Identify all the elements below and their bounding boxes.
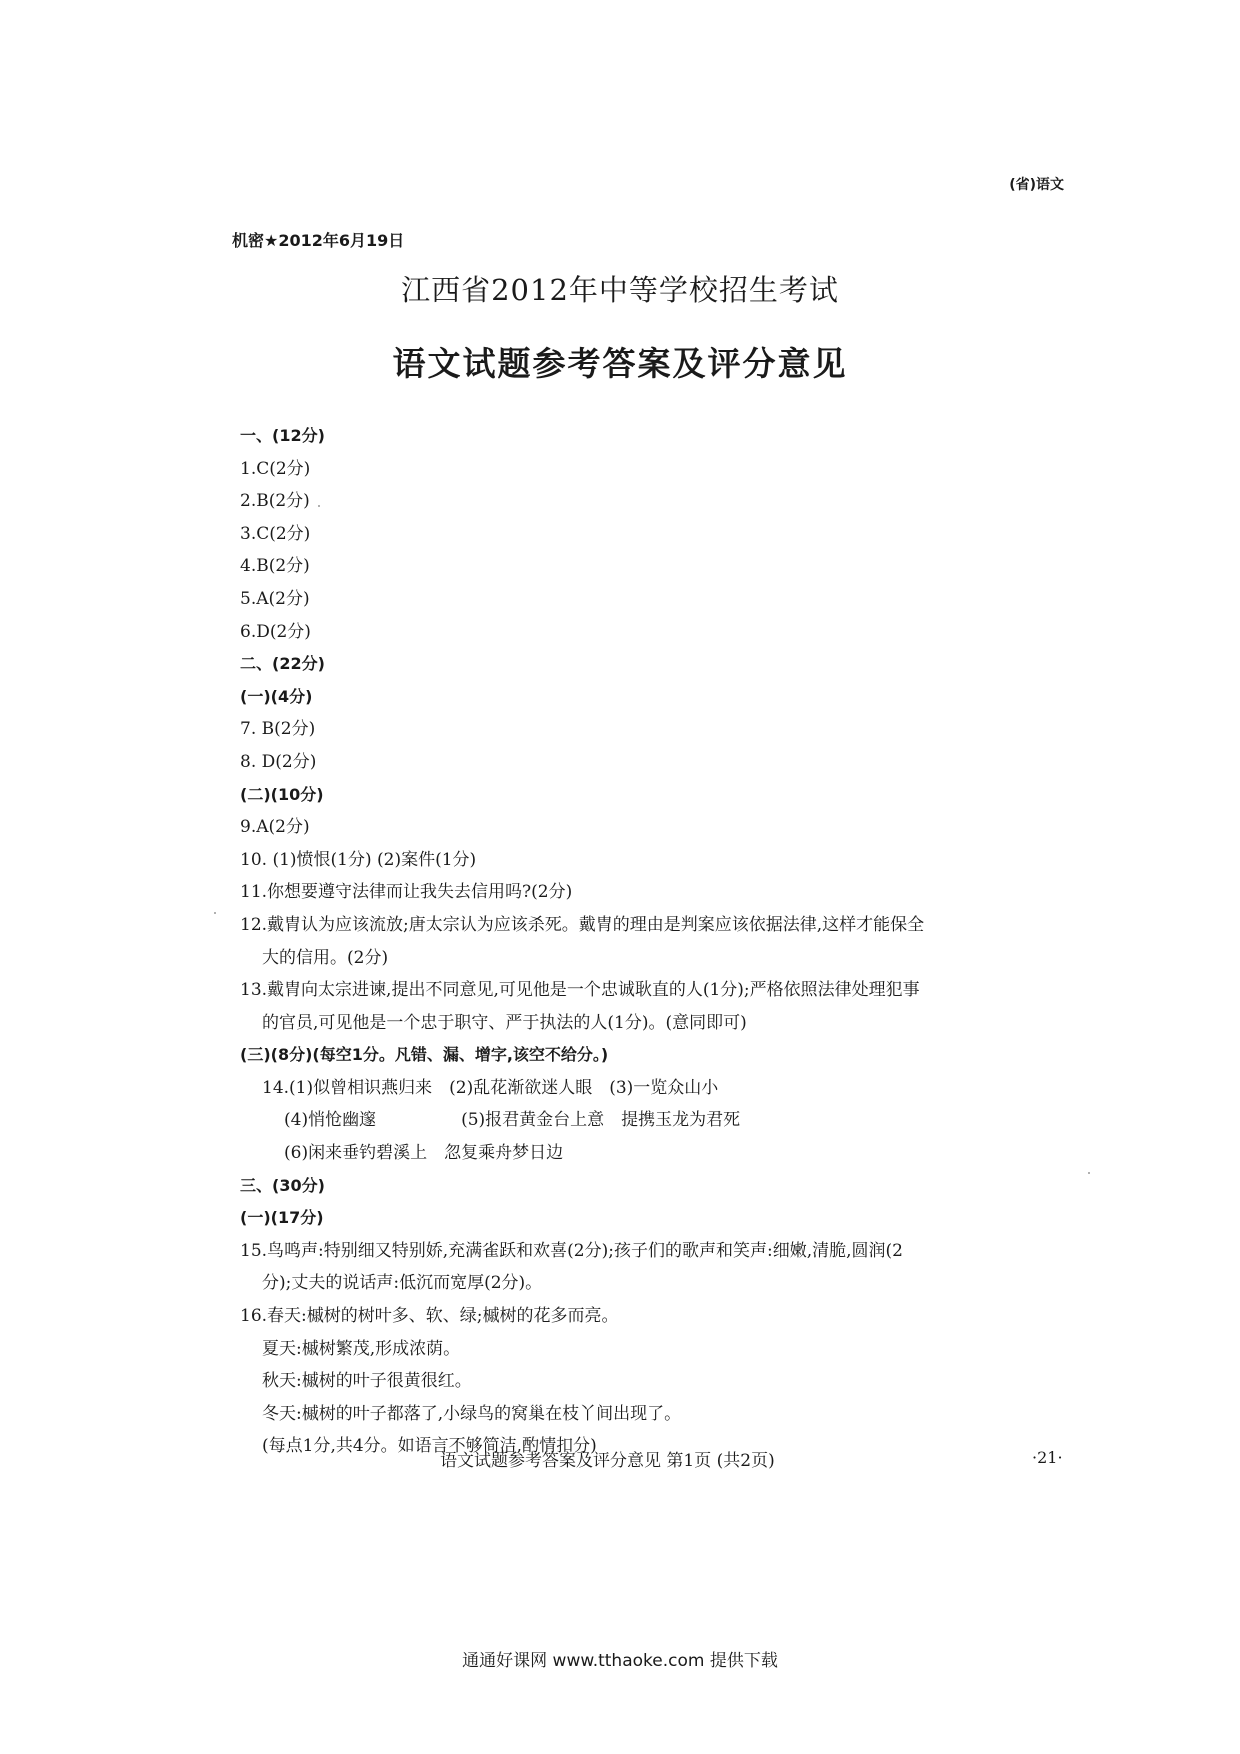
answer-line: 4.B(2分)	[240, 556, 310, 577]
answer-line: 2.B(2分)	[240, 491, 310, 512]
answer-line: 秋天:槭树的叶子很黄很红。	[262, 1371, 472, 1392]
answer-line: (6)闲来垂钓碧溪上 忽复乘舟梦日边	[284, 1143, 564, 1164]
answer-line: 3.C(2分)	[240, 523, 311, 544]
answer-line: 5.A(2分)	[240, 588, 310, 609]
exam-title: 江西省2012年中等学校招生考试	[401, 273, 839, 307]
document-title: 语文试题参考答案及评分意见	[392, 344, 848, 383]
answer-line: 8. D(2分)	[240, 751, 317, 772]
section-heading: 二、(22分)	[240, 654, 325, 674]
answer-line: 12.戴胄认为应该流放;唐太宗认为应该杀死。戴胄的理由是判案应该依据法律,这样才能保全	[240, 914, 925, 935]
download-watermark: 通通好课网 www.tthaoke.com 提供下载	[462, 1651, 778, 1671]
answer-line: 15.鸟鸣声:特别细又特别娇,充满雀跃和欢喜(2分);孩子们的歌声和笑声:细嫩,清脆,圆润(2	[240, 1240, 903, 1261]
subject-label: (省)语文	[1009, 177, 1064, 193]
answer-list	[240, 420, 1060, 1463]
answer-line: 13.戴胄向太宗进谏,提出不同意见,可见他是一个忠诚耿直的人(1分);严格依照法律处理犯事	[240, 980, 920, 1001]
section-heading: (三)(8分)(每空1分。凡错、漏、增字,该空不给分。)	[240, 1045, 609, 1065]
scan-speck	[214, 912, 216, 914]
scan-speck	[1088, 1172, 1090, 1174]
answer-line: 夏天:槭树繁茂,形成浓荫。	[262, 1338, 461, 1359]
section-heading: (二)(10分)	[240, 784, 324, 804]
answer-line: 16.春天:槭树的树叶多、软、绿;槭树的花多而亮。	[240, 1306, 619, 1327]
page-number: ·21·	[1032, 1448, 1063, 1467]
answer-line: 的官员,可见他是一个忠于职守、严于执法的人(1分)。(意同即可)	[262, 1012, 747, 1033]
answer-line: 10. (1)愤恨(1分) (2)案件(1分)	[240, 849, 477, 870]
section-heading: 一、(12分)	[240, 426, 325, 445]
confidential-date: 机密★2012年6月19日	[232, 231, 405, 250]
answer-line: 分);丈夫的说话声:低沉而宽厚(2分)。	[262, 1273, 543, 1294]
answer-line: 7. B(2分)	[240, 719, 316, 740]
answer-line: (4)悄怆幽邃 (5)报君黄金台上意 提携玉龙为君死	[284, 1110, 741, 1131]
answer-line: 6.D(2分)	[240, 621, 311, 642]
answer-line: 14.(1)似曾相识燕归来 (2)乱花渐欲迷人眼 (3)一览众山小	[262, 1077, 719, 1098]
answer-line: 9.A(2分)	[240, 817, 310, 838]
scan-speck	[318, 505, 320, 507]
answer-line: 冬天:槭树的叶子都落了,小绿鸟的窝巢在枝丫间出现了。	[262, 1403, 682, 1424]
section-heading: 三、(30分)	[240, 1175, 325, 1195]
answer-line: 大的信用。(2分)	[262, 947, 389, 968]
section-heading: (一)(4分)	[240, 686, 313, 706]
answer-line: 11.你想要遵守法律而让我失去信用吗?(2分)	[240, 882, 573, 903]
answer-line: 1.C(2分)	[240, 458, 311, 479]
page-footer-caption: 语文试题参考答案及评分意见 第1页 (共2页)	[440, 1451, 775, 1471]
section-heading: (一)(17分)	[240, 1208, 324, 1228]
answer-line: (每点1分,共4分。如语言不够简洁,酌情扣分)	[262, 1436, 597, 1457]
